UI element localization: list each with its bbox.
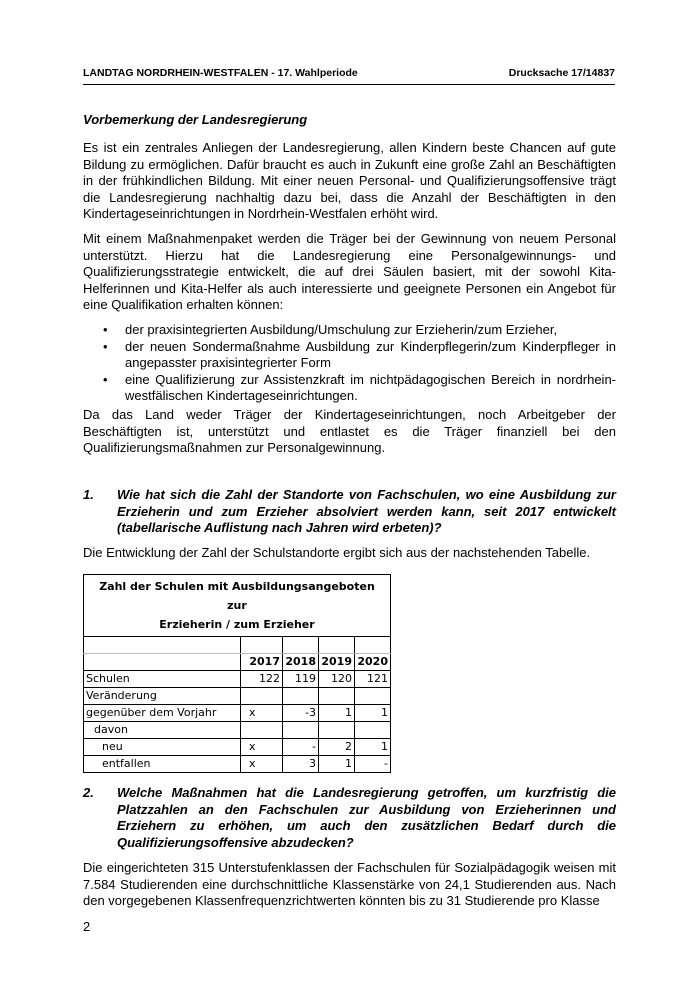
question-2 <box>83 785 616 851</box>
year-header: 2018 <box>283 654 319 671</box>
list-item: • der praxisintegrierten Ausbildung/Umschulung zur Erzieherin/zum Erzieher, <box>103 322 558 337</box>
header-left: LANDTAG NORDRHEIN-WESTFALEN - 17. Wahlperiode <box>83 67 358 79</box>
year-header: 2017 <box>241 654 283 671</box>
table-row: neu x - 2 1 <box>84 739 391 756</box>
table-row: Schulen 122 119 120 121 <box>84 671 391 688</box>
list-item: • eine Qualifizierung zur Assistenzkraft im nichtpädagogischen Bereich in nordrhein-westfälischen Kindertageseinrichtungen. <box>103 371 616 404</box>
schools-table <box>83 574 391 773</box>
list-item: • der neuen Sondermaßnahme Ausbildung zur Kinderpflegerin/zum Kinderpfleger in angepasster praxisintegrierter Form <box>103 338 616 371</box>
table-row: Veränderung <box>84 688 391 705</box>
table-title-line2: Erzieherin / zum Erzieher <box>159 618 315 631</box>
table-row: gegenüber dem Vorjahr x -3 1 1 <box>84 705 391 722</box>
question-2-text: Welche Maßnahmen hat die Landesregierung getroffen, um kurzfristig die Platzzahlen an den Fachschulen zur Ausbildung von Erzieherinnen und Erziehern zu erhöhen, um auch den zusätzlichen Bedarf durch die Qualifizierungsoffensive abzudecken? <box>117 785 616 850</box>
table-spacer-row <box>84 637 391 654</box>
table-row: entfallen x 3 1 - <box>84 756 391 773</box>
page-number: 2 <box>83 919 91 934</box>
year-header: 2019 <box>319 654 355 671</box>
question-1-number: 1. <box>83 487 94 502</box>
table-header-row <box>84 654 391 671</box>
preamble-title: Vorbemerkung der Landesregierung <box>83 112 308 127</box>
question-1 <box>83 487 616 537</box>
preamble-paragraph-3: Da das Land weder Träger der Kindertageseinrichtungen, noch Arbeitgeber der Beschäftigten ist, unterstützt und entlastet es die Träger finanziell bei den Qualifizierungsmaßnahmen zur Personalgewinnung. <box>83 407 616 456</box>
bullet-icon: • <box>103 322 108 337</box>
question-1-text: Wie hat sich die Zahl der Standorte von Fachschulen, wo eine Ausbildung zur Erzieherin und zum Erzieher absolviert werden kann, seit 2017 entwickelt (tabellarische Auflistung nach Jahren wird erbeten)? <box>117 487 616 536</box>
header-right: Drucksache 17/14837 <box>508 67 615 79</box>
answer-2: Die eingerichteten 315 Unterstufenklassen der Fachschulen für Sozialpädagogik weisen mit 7.584 Studierenden eine durchschnittliche Klassenstärke von 24,1 Studierenden aus. Nach den vorgegebenen Klassenfrequenzrichtwerten könnten bis zu 31 Studierende pro Klasse <box>83 860 616 909</box>
bullet-icon: • <box>103 371 108 387</box>
question-2-number: 2. <box>83 785 94 800</box>
year-header: 2020 <box>355 654 391 671</box>
table-title-line1: Zahl der Schulen mit Ausbildungsangeboten zur <box>99 580 375 612</box>
bullet-list <box>83 322 616 405</box>
table-title-row <box>84 575 391 637</box>
answer-1: Die Entwicklung der Zahl der Schulstandorte ergibt sich aus der nachstehenden Tabelle. <box>83 545 591 560</box>
table-row: davon <box>84 722 391 739</box>
preamble-paragraph-2: Mit einem Maßnahmenpaket werden die Träger bei der Gewinnung von neuem Personal unterstützt. Hierzu hat die Landesregierung eine Personalgewinnungs- und Qualifizierungsstrategie entwickelt, die auf drei Säulen basiert, mit der sowohl Kita-Helferinnen und Kita-Helfer als auch interessierte und geeignete Personen ein Angebot für eine Qualifikation erhalten können: <box>83 231 616 313</box>
page-header <box>83 67 615 85</box>
preamble-paragraph-1: Es ist ein zentrales Anliegen der Landesregierung, allen Kindern beste Chancen auf gute Bildung zu ermöglichen. Dafür braucht es auch in Zukunft eine große Zahl an Beschäftigten in der frühkindlichen Bildung. Mit einer neuen Personal- und Qualifizierungsoffensive trägt die Landesregierung nachhaltig dazu bei, dass die Anzahl der Beschäftigten in den Kindertageseinrichtungen in Nordrhein-Westfalen erhöht wird. <box>83 140 616 222</box>
bullet-icon: • <box>103 338 108 354</box>
